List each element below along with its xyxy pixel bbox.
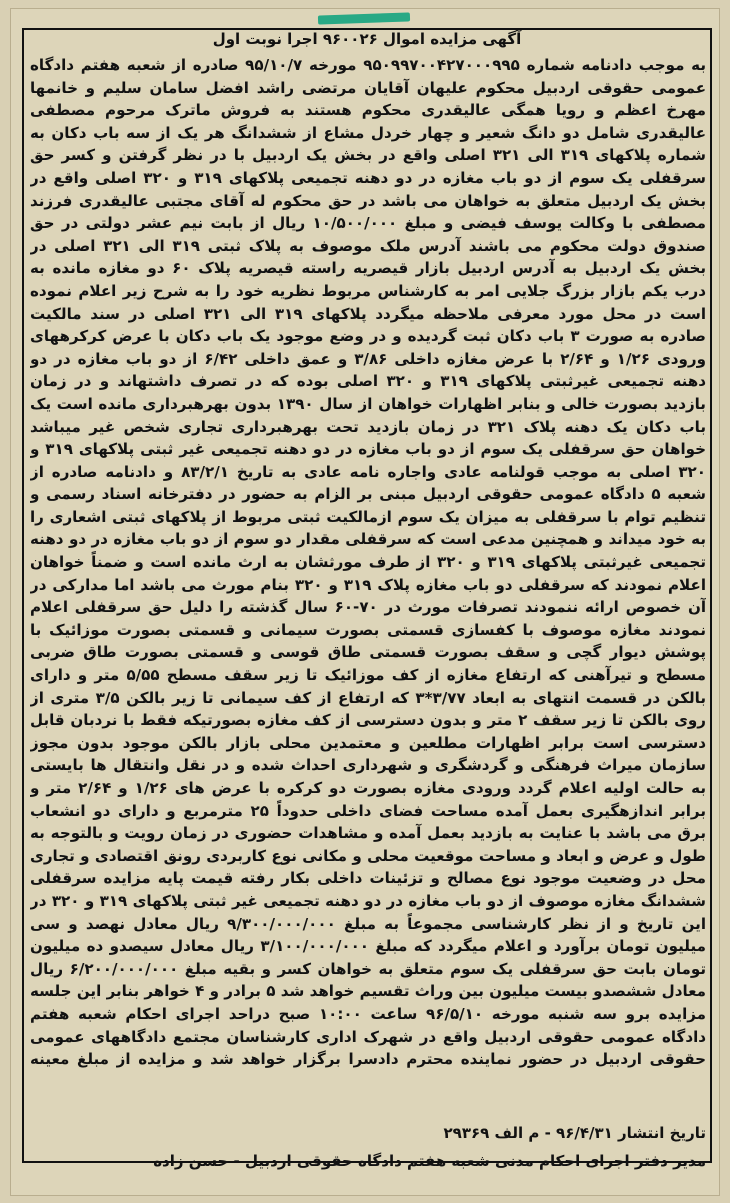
publish-date: تاریخ انتشار ۹۶/۴/۳۱ - م الف ۲۹۳۶۹ — [443, 1124, 706, 1142]
signature-line: مدیر دفتر اجرای احکام مدنی شعبه هفتم دادگاه حقوقی اردبیل - حسن زاده — [153, 1152, 706, 1170]
notice-title: آگهی مزایده اموال ۹۶۰۰۲۶ اجرا نوبت اول — [212, 30, 522, 48]
notice-body: به موجب دادنامه شماره ۹۵۰۹۹۷۰۰۴۲۷۰۰۰۹۹۵ مورخه ۹۵/۱۰/۷ صادره از شعبه هفتم دادگاه عمومی حقوقی اردبیل محکوم علیهان آقایان مرتضی راشد افضل سامان سلیم و خانمها مهرخ اعظم و رویا همگی عالیقدری محکوم هستند به فروش ماترک مرحوم مصطفی عالیقدری شامل دو دانگ شعیر و چهار خردل مشاع از ششدانگ هر یک از سه باب دکان به شماره پلاکهای ۳۱۹ الی ۳۲۱ اصلی واقع در بخش یک اردبیل با در نظر گرفتن و کسر حق سرقفلی یک سوم از دو باب مغازه در دو دهنه تجمیعی پلاکهای ۳۱۹ و ۳۲۰ اصلی واقع در بخش یک اردبیل متعلق به خواهان می باشد در حق محکوم له آقای مجتبی عالیقدری فرزند مصطفی با وکالت یوسف فیضی و مبلغ ۱۰/۵۰۰/۰۰۰ ریال از بابت نیم عشر دولتی در حق صندوق دولت محکوم می باشند آدرس ملک موصوف به پلاک ثبتی ۳۱۹ الی ۳۲۱ اصلی در بخش یک اردبیل به آدرس اردبیل بازار قیصریه راسته قیصریه پلاک ۶۰ دو مغازه مانده به درب یکم بازار بزرگ جلایی امر به کارشناس مربوط نظریه خود را به شرح زیر اعلام نموده است در محل مورد معرفی ملاحظه میگردد پلاکهای ۳۱۹ الی ۳۲۱ اصلی در سند مالکیت صادره به صورت ۳ باب دکان ثبت گردیده و در وضع موجود یک باب دکان با عرض کرکرههای ورودی ۱/۲۶ و ۲/۶۴ با عرض مغازه داخلی ۳/۸۶ و عمق داخلی ۶/۴۲ از دو باب مغازه در دو دهنه تجمیعی غیرثبتی پلاکهای ۳۱۹ و ۳۲۰ اصلی بوده که در تصرف داشتهاند و در زمان بازدید بصورت خالی و بنابر اظهارات خواهان از سال ۱۳۹۰ بدون بهرهبرداری مانده است یک باب دکان یک دهنه پلاک ۳۲۱ در زمان بازدید تحت بهرهبرداری تجاری شخص غیر میباشد خواهان حق سرقفلی یک سوم از دو باب مغازه در دو دهنه تجمیعی غیر ثبتی پلاکهای ۳۱۹ و ۳۲۰ اصلی به موجب قولنامه عادی واجاره نامه عادی به تاریخ ۸۳/۲/۱ و دادنامه صادره از شعبه ۵ دادگاه عمومی حقوقی اردبیل مبنی بر الزام به حضور در دفترخانه اسناد رسمی و تنظیم توام با سرقفلی به میزان یک سوم ازمالکیت ثبتی مربوط از پلاکهای ثبتی اشعاری را به خود میداند و همچنین مدعی است که سرقفلی مقدار دو سوم از دو باب مغازه در دو دهنه تجمیعی غیرثبتی پلاکهای ۳۱۹ و ۳۲۰ از طرف مورثشان به ارث مانده است و ضمناً خواهان اعلام نمودند که سرقفلی دو باب مغازه پلاک ۳۱۹ و ۳۲۰ بنام مورث می باشد اما مدارکی در آن خصوص ارائه ننمودند تصرفات مورث در ۷۰-۶۰ سال گذشته را دلیل حق سرقفلی اعلام نمودند مغازه موصوف با کفسازی قسمتی بصورت سیمانی و قسمتی بصورت موزائیک با پوشش دیوار گچی و سقف بصورت قسمتی طاق قوسی و قسمتی بصورت طاق ضربی مسطح و تیرآهنی که ارتفاع مغازه از کف موزائیک تا زیر سقف مسطح ۵/۵۵ متر و دارای بالکن در قسمت انتهای به ابعاد ۳/۷۷*۳ که ارتفاع از کف سیمانی تا زیر بالکن ۳/۵ متری از روی بالکن تا زیر سقف ۲ متر و بدون دسترسی از کف مغازه بصورتیکه فقط با نردبان قابل دسترسی است برابر اظهارات مطلعین و معتمدین محلی بازار بالکن موجود بدون مجوز سازمان میراث فرهنگی و گردشگری و شهرداری احداث شده و در نقل وانتقال ها بایستی به حالت اولیه اعلام گردد ورودی مغازه بصورت دو کرکره با عرض های ۱/۲۶ و ۲/۶۴ متر و برابر اندازهگیری بعمل آمده مساحت فضای داخلی حدوداً ۲۵ مترمربع و دارای دو انشعاب برق می باشد با عنایت به بازدید بعمل آمده و مشاهدات حضوری در زمان رویت و بالتوجه به طول و عرض و ابعاد و مساحت موقعیت محلی و مکانی نوع کاربردی رونق اقتصادی و تجاری محل در وضعیت موجود نوع مصالح و تزئینات داخلی بکار رفته قیمت پایه مزایده سرقفلی ششدانگ مغازه موصوف از دو باب مغازه در دو دهنه تجمیعی غیر ثبتی پلاکهای ۳۱۹ و ۳۲۰ در این تاریخ و از نظر کارشناسی مجموعاً به مبلغ ۹/۳۰۰/۰۰۰/۰۰۰ ریال معادل نهصد و سی میلیون تومان برآورد و اعلام میگردد که مبلغ ۳/۱۰۰/۰۰۰/۰۰۰ ریال معادل سیصدو ده میلیون تومان بابت حق سرقفلی یک سوم متعلق به خواهان کسر و بقیه مبلغ ۶/۲۰۰/۰۰۰/۰۰۰ ریال معادل ششصدو بیست میلیون بین وراث تقسیم خواهد شد ۵ برادر و ۴ خواهر بنابر این جلسه مزایده برو سه شنبه مورخه ۹۶/۵/۱۰ ساعت ۱۰:۰۰ صبح دراحد اجرای احکام شعبه هفتم دادگاه عمومی حقوقی اردبیل واقع در شهرک اداری کارشناسان مجتمع دادگاههای عمومی حقوقی اردبیل در حضور نماینده محترم دادسرا برگزار خواهد شد و مزایده از مبلغ معینه — [30, 56, 706, 1068]
